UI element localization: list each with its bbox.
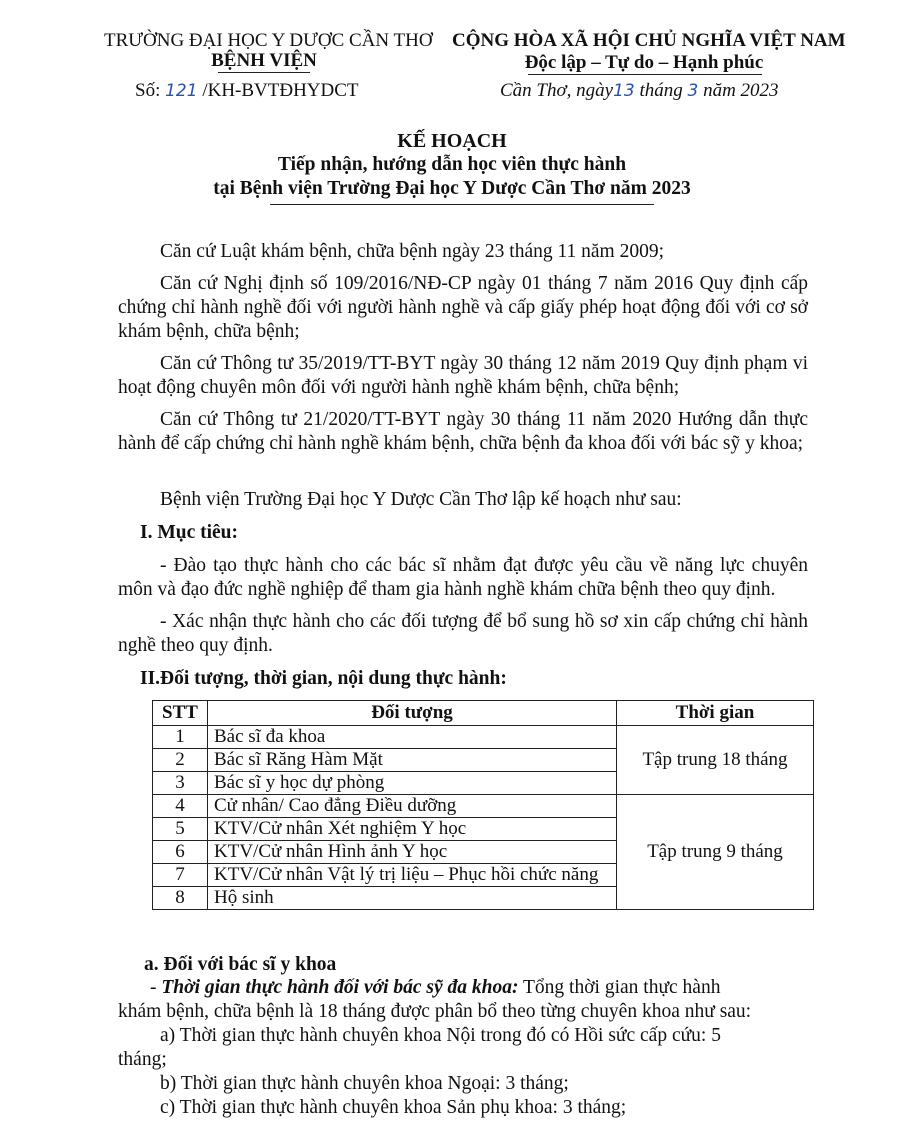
practice-table xyxy=(152,700,814,910)
motto-underline xyxy=(528,74,762,75)
org-underline xyxy=(218,72,310,73)
document-title: KẾ HOẠCH xyxy=(397,130,507,152)
subsection-heading-doctors: a. Đối với bác sĩ y khoa xyxy=(144,954,337,975)
row-subject: Bác sĩ Răng Hàm Mặt xyxy=(208,749,617,772)
basis-paragraph-4: Căn cứ Thông tư 21/2020/TT-BYT ngày 30 tháng 11 năm 2020 Hướng dẫn thực hành để cấp chứng chỉ hành nghề khám bệnh, chữa bệnh đa khoa đối với bác sỹ y khoa; xyxy=(118,409,808,454)
lead-text: Tổng thời gian thực hành xyxy=(523,977,721,998)
date-mid: tháng xyxy=(639,80,683,101)
row-stt: 7 xyxy=(153,864,208,887)
practice-item-a-cont: tháng; xyxy=(118,1049,167,1070)
practice-item-c: c) Thời gian thực hành chuyên khoa Sản phụ khoa: 3 tháng; xyxy=(160,1097,627,1118)
document-number xyxy=(135,80,359,102)
row-stt: 8 xyxy=(153,887,208,910)
org-unit: BỆNH VIỆN xyxy=(211,50,317,71)
date-month-handwritten: 3 xyxy=(687,81,699,101)
row-subject: Hộ sinh xyxy=(208,887,617,910)
objective-1: - Đào tạo thực hành cho các bác sĩ nhằm đạt được yêu cầu về năng lực chuyên môn và đạo đức nghề nghiệp để tham gia hành nghề khám chữa bệnh theo quy định. xyxy=(118,555,808,600)
row-subject: Bác sĩ đa khoa xyxy=(208,726,617,749)
row-stt: 6 xyxy=(153,841,208,864)
row-subject: Bác sĩ y học dự phòng xyxy=(208,772,617,795)
date-prefix: Cần Thơ, ngày xyxy=(500,80,614,101)
table-header-row xyxy=(153,701,814,726)
row-subject: KTV/Cử nhân Xét nghiệm Y học xyxy=(208,818,617,841)
intro-paragraph: Bệnh viện Trường Đại học Y Dược Cần Thơ lập kế hoạch như sau: xyxy=(160,489,682,510)
doc-no-prefix: Số: xyxy=(135,80,161,101)
section-heading-subjects: II.Đối tượng, thời gian, nội dung thực hành: xyxy=(140,668,507,689)
place-date xyxy=(500,80,779,102)
doctor-practice-lead-cont: khám bệnh, chữa bệnh là 18 tháng được phân bổ theo từng chuyên khoa như sau: xyxy=(118,1001,752,1022)
row-subject: KTV/Cử nhân Hình ảnh Y học xyxy=(208,841,617,864)
row-stt: 4 xyxy=(153,795,208,818)
motto: Độc lập – Tự do – Hạnh phúc xyxy=(524,52,764,73)
basis-paragraph-2: Căn cứ Nghị định số 109/2016/NĐ-CP ngày 01 tháng 7 năm 2016 Quy định cấp chứng chỉ hành nghề đối với người hành nghề và cấp giấy phép hoạt động đối với cơ sở khám bệnh, chữa bệnh; xyxy=(118,273,808,342)
header-subject: Đối tượng xyxy=(208,701,617,726)
org-name: TRƯỜNG ĐẠI HỌC Y DƯỢC CẦN THƠ xyxy=(104,30,433,51)
table-row xyxy=(153,795,814,818)
document-subtitle-1: Tiếp nhận, hướng dẫn học viên thực hành xyxy=(277,154,627,175)
document-subtitle-2: tại Bệnh viện Trường Đại học Y Dược Cần Thơ năm 2023 xyxy=(213,178,691,199)
date-suffix: năm 2023 xyxy=(703,80,779,101)
row-subject: Cử nhân/ Cao đẳng Điều dưỡng xyxy=(208,795,617,818)
table-row xyxy=(153,726,814,749)
country-name: CỘNG HÒA XÃ HỘI CHỦ NGHĨA VIỆT NAM xyxy=(452,30,846,51)
lead-dash: - xyxy=(150,977,157,998)
row-subject: KTV/Cử nhân Vật lý trị liệu – Phục hồi chức năng xyxy=(208,864,617,887)
lead-italic-label: Thời gian thực hành đối với bác sỹ đa khoa: xyxy=(161,977,519,998)
doctor-practice-lead xyxy=(150,977,720,999)
doc-no-handwritten: 121 xyxy=(165,81,198,101)
date-day-handwritten: 13 xyxy=(613,81,635,101)
basis-paragraph-3: Căn cứ Thông tư 35/2019/TT-BYT ngày 30 tháng 12 năm 2019 Quy định phạm vi hoạt động chuyên môn đối với người hành nghề khám bệnh, chữa bệnh; xyxy=(118,353,808,398)
basis-paragraph-1: Căn cứ Luật khám bệnh, chữa bệnh ngày 23 tháng 11 năm 2009; xyxy=(160,241,665,262)
duration-group-9-months: Tập trung 9 tháng xyxy=(617,795,814,910)
practice-item-a: a) Thời gian thực hành chuyên khoa Nội trong đó có Hồi sức cấp cứu: 5 xyxy=(160,1025,721,1046)
doc-no-suffix: /KH-BVTĐHYDCT xyxy=(202,80,359,101)
row-stt: 3 xyxy=(153,772,208,795)
title-underline xyxy=(270,204,654,205)
row-stt: 2 xyxy=(153,749,208,772)
row-stt: 5 xyxy=(153,818,208,841)
row-stt: 1 xyxy=(153,726,208,749)
duration-group-18-months: Tập trung 18 tháng xyxy=(617,726,814,795)
header-duration: Thời gian xyxy=(617,701,814,726)
section-heading-objectives: I. Mục tiêu: xyxy=(140,522,239,543)
practice-item-b: b) Thời gian thực hành chuyên khoa Ngoại: 3 tháng; xyxy=(160,1073,569,1094)
objective-2: - Xác nhận thực hành cho các đối tượng để bổ sung hồ sơ xin cấp chứng chỉ hành nghề theo quy định. xyxy=(118,611,808,656)
header-stt: STT xyxy=(153,701,208,726)
